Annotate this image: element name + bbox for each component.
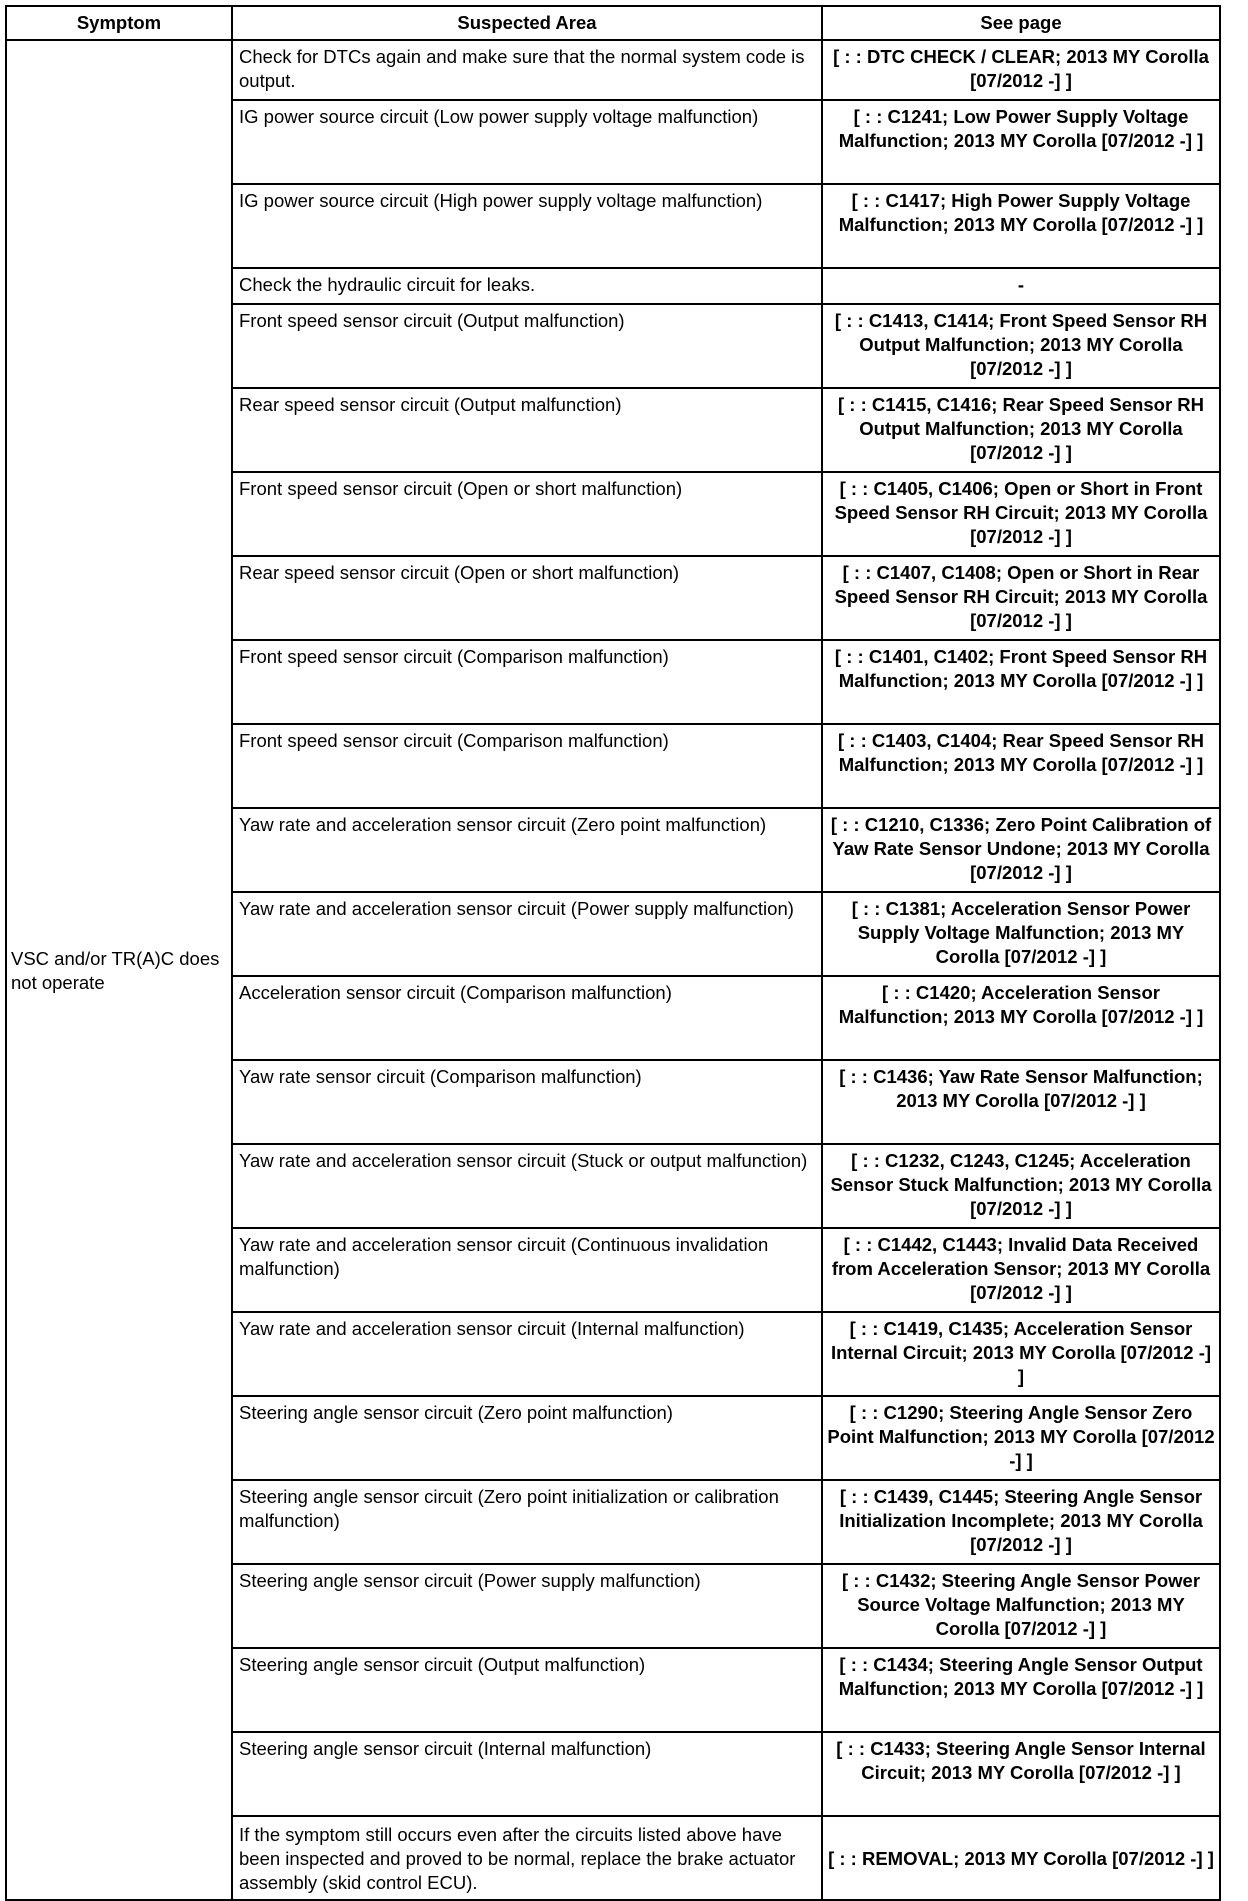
see-page-link[interactable]: [ : : C1419, C1435; Acceleration Sensor Internal Circuit; 2013 MY Corolla [07/2012 -] ] <box>822 1312 1220 1396</box>
symptom-cell: VSC and/or TR(A)C does not operate <box>6 40 232 1900</box>
suspected-area-cell: Steering angle sensor circuit (Internal malfunction) <box>232 1732 822 1816</box>
suspected-area-cell: Yaw rate sensor circuit (Comparison malfunction) <box>232 1060 822 1144</box>
see-page-link[interactable]: [ : : C1290; Steering Angle Sensor Zero Point Malfunction; 2013 MY Corolla [07/2012 -] ] <box>822 1396 1220 1480</box>
suspected-area-cell: Yaw rate and acceleration sensor circuit (Continuous invalidation malfunction) <box>232 1228 822 1312</box>
suspected-area-cell: Check the hydraulic circuit for leaks. <box>232 268 822 304</box>
see-page-link[interactable]: [ : : C1436; Yaw Rate Sensor Malfunction; 2013 MY Corolla [07/2012 -] ] <box>822 1060 1220 1144</box>
header-row <box>6 6 1220 40</box>
header-symptom: Symptom <box>6 6 232 40</box>
see-page-link[interactable]: [ : : C1433; Steering Angle Sensor Internal Circuit; 2013 MY Corolla [07/2012 -] ] <box>822 1732 1220 1816</box>
see-page-link[interactable]: [ : : C1407, C1408; Open or Short in Rear Speed Sensor RH Circuit; 2013 MY Corolla [07/2012 -] ] <box>822 556 1220 640</box>
suspected-area-cell: Front speed sensor circuit (Output malfunction) <box>232 304 822 388</box>
suspected-area-cell: Steering angle sensor circuit (Power supply malfunction) <box>232 1564 822 1648</box>
see-page-link[interactable]: [ : : C1403, C1404; Rear Speed Sensor RH Malfunction; 2013 MY Corolla [07/2012 -] ] <box>822 724 1220 808</box>
diagnosis-table <box>5 5 1221 1901</box>
see-page-link[interactable]: [ : : C1232, C1243, C1245; Acceleration Sensor Stuck Malfunction; 2013 MY Corolla [07/2012 -] ] <box>822 1144 1220 1228</box>
suspected-area-cell: Rear speed sensor circuit (Open or short malfunction) <box>232 556 822 640</box>
see-page-link[interactable]: [ : : C1241; Low Power Supply Voltage Malfunction; 2013 MY Corolla [07/2012 -] ] <box>822 100 1220 184</box>
suspected-area-cell: Yaw rate and acceleration sensor circuit (Power supply malfunction) <box>232 892 822 976</box>
see-page-link[interactable]: [ : : C1439, C1445; Steering Angle Sensor Initialization Incomplete; 2013 MY Corolla [07/2012 -] ] <box>822 1480 1220 1564</box>
see-page-link[interactable]: [ : : C1432; Steering Angle Sensor Power Source Voltage Malfunction; 2013 MY Corolla [07/2012 -] ] <box>822 1564 1220 1648</box>
suspected-area-cell: Yaw rate and acceleration sensor circuit (Zero point malfunction) <box>232 808 822 892</box>
suspected-area-cell: Steering angle sensor circuit (Zero point initialization or calibration malfunction) <box>232 1480 822 1564</box>
suspected-area-cell: IG power source circuit (Low power supply voltage malfunction) <box>232 100 822 184</box>
suspected-area-cell: Front speed sensor circuit (Comparison malfunction) <box>232 724 822 808</box>
see-page-link[interactable]: [ : : REMOVAL; 2013 MY Corolla [07/2012 -] ] <box>822 1816 1220 1900</box>
see-page-link[interactable]: [ : : C1413, C1414; Front Speed Sensor RH Output Malfunction; 2013 MY Corolla [07/2012 -] ] <box>822 304 1220 388</box>
header-see-page: See page <box>822 6 1220 40</box>
see-page-link[interactable]: [ : : C1210, C1336; Zero Point Calibration of Yaw Rate Sensor Undone; 2013 MY Corolla [07/2012 -] ] <box>822 808 1220 892</box>
see-page-link[interactable]: [ : : C1381; Acceleration Sensor Power Supply Voltage Malfunction; 2013 MY Corolla [07/2012 -] ] <box>822 892 1220 976</box>
suspected-area-cell: Rear speed sensor circuit (Output malfunction) <box>232 388 822 472</box>
suspected-area-cell: Steering angle sensor circuit (Output malfunction) <box>232 1648 822 1732</box>
suspected-area-cell: IG power source circuit (High power supply voltage malfunction) <box>232 184 822 268</box>
see-page-link[interactable]: [ : : C1401, C1402; Front Speed Sensor RH Malfunction; 2013 MY Corolla [07/2012 -] ] <box>822 640 1220 724</box>
see-page-link[interactable]: [ : : C1415, C1416; Rear Speed Sensor RH Output Malfunction; 2013 MY Corolla [07/2012 -] ] <box>822 388 1220 472</box>
see-page-link[interactable]: [ : : C1405, C1406; Open or Short in Front Speed Sensor RH Circuit; 2013 MY Corolla [07/2012 -] ] <box>822 472 1220 556</box>
see-page-link[interactable]: [ : : C1442, C1443; Invalid Data Received from Acceleration Sensor; 2013 MY Corolla [07/2012 -] ] <box>822 1228 1220 1312</box>
see-page-link[interactable]: [ : : C1417; High Power Supply Voltage Malfunction; 2013 MY Corolla [07/2012 -] ] <box>822 184 1220 268</box>
suspected-area-cell: Steering angle sensor circuit (Zero point malfunction) <box>232 1396 822 1480</box>
suspected-area-cell: If the symptom still occurs even after the circuits listed above have been inspected and proved to be normal, replace the brake actuator assembly (skid control ECU). <box>232 1816 822 1900</box>
suspected-area-cell: Check for DTCs again and make sure that the normal system code is output. <box>232 40 822 100</box>
see-page-link[interactable]: [ : : DTC CHECK / CLEAR; 2013 MY Corolla [07/2012 -] ] <box>822 40 1220 100</box>
table-row <box>6 40 1220 100</box>
suspected-area-cell: Yaw rate and acceleration sensor circuit (Internal malfunction) <box>232 1312 822 1396</box>
suspected-area-cell: Yaw rate and acceleration sensor circuit (Stuck or output malfunction) <box>232 1144 822 1228</box>
suspected-area-cell: Acceleration sensor circuit (Comparison malfunction) <box>232 976 822 1060</box>
see-page-link[interactable]: [ : : C1434; Steering Angle Sensor Output Malfunction; 2013 MY Corolla [07/2012 -] ] <box>822 1648 1220 1732</box>
see-page-value: - <box>822 268 1220 304</box>
suspected-area-cell: Front speed sensor circuit (Open or short malfunction) <box>232 472 822 556</box>
see-page-link[interactable]: [ : : C1420; Acceleration Sensor Malfunction; 2013 MY Corolla [07/2012 -] ] <box>822 976 1220 1060</box>
header-suspected-area: Suspected Area <box>232 6 822 40</box>
suspected-area-cell: Front speed sensor circuit (Comparison malfunction) <box>232 640 822 724</box>
